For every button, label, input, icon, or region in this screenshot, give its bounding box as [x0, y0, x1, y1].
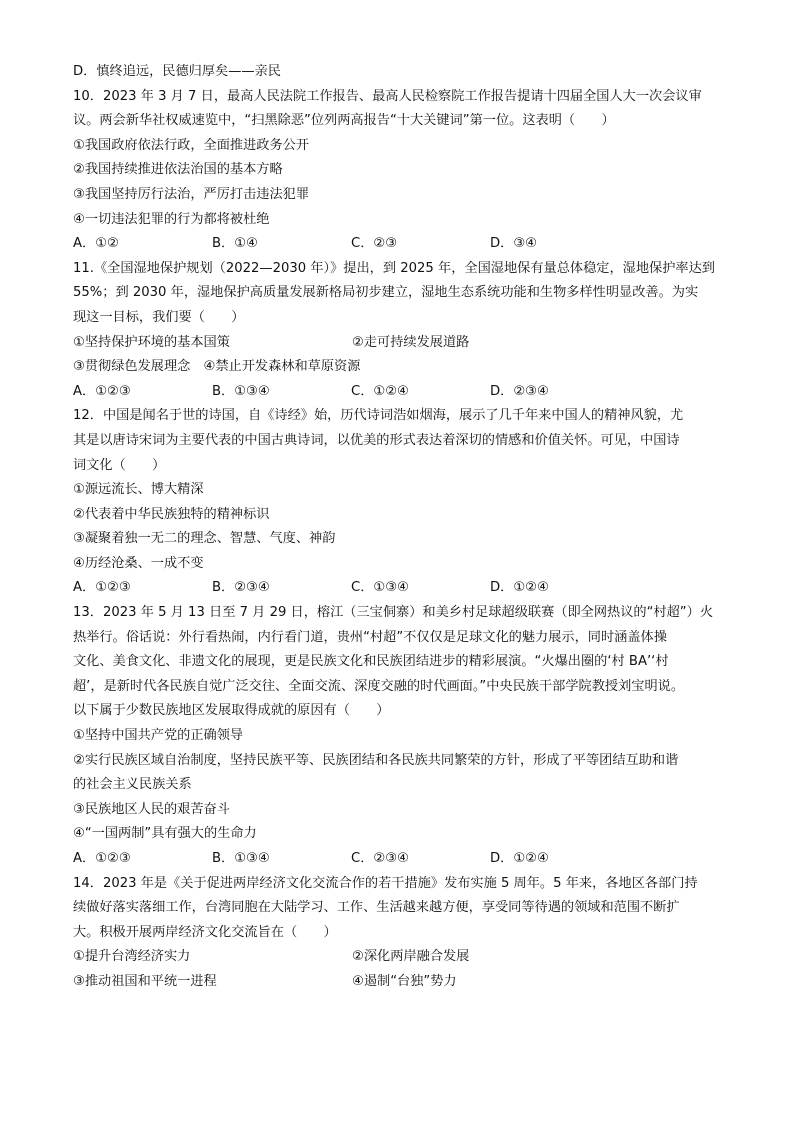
q12-option-b[interactable]: B．②③④ [212, 580, 270, 596]
q14-statements-row-1 [73, 945, 733, 970]
q10-option-d[interactable]: D．③④ [490, 236, 537, 252]
q11-statements-row-1 [73, 331, 733, 356]
q13-stem-line-5: 以下属于少数民族地区发展取得成就的原因有（ ） [73, 703, 390, 719]
q14-statement-4: ④遏制“台独”势力 [352, 973, 457, 989]
q12-stem-line-1: 12．中国是闻名于世的诗国，自《诗经》始，历代诗词浩如烟海，展示了几千年来中国人的精神风貌，尤 [73, 408, 684, 424]
q10-statement-4: ④一切违法犯罪的行为都将被杜绝 [73, 211, 270, 227]
question-10 [73, 85, 733, 257]
q11-stem-line-3: 现这一目标，我们要（ ） [73, 309, 245, 325]
q11-option-c[interactable]: C．①②④ [351, 383, 409, 399]
q13-option-d[interactable]: D．①②④ [490, 851, 549, 866]
q14-stem-line-3: 大。积极开展两岸经济文化交流旨在（ ） [73, 924, 337, 940]
q13-statement-1: ①坚持中国共产党的正确领导 [73, 728, 244, 744]
q10-stem-line-1: 10．2023 年 3 月 7 日，最高人民法院工作报告、最高人民检察院工作报告提请十四届全国人大一次会议审 [73, 88, 702, 104]
question-content [73, 60, 733, 995]
q10-statement-3: ③我国坚持厉行法治，严厉打击违法犯罪 [73, 186, 310, 202]
q13-statement-2: ②实行民族区域自治制度，坚持民族平等、民族团结和各民族共同繁荣的方针，形成了平等团结互助和谐 [73, 752, 679, 768]
q14-statements-row-2 [73, 970, 733, 995]
q13-stem-line-4: 超’，是新时代各民族自觉广泛交往、全面交流、深度交融的时代画面。”中央民族干部学院教授刘宝明说。 [73, 678, 685, 694]
q11-option-b[interactable]: B．①③④ [212, 383, 270, 399]
q10-option-c[interactable]: C．②③ [351, 236, 398, 252]
q10-options [73, 232, 733, 257]
q12-option-c[interactable]: C．①③④ [351, 580, 409, 596]
question-11 [73, 257, 733, 405]
q10-option-b[interactable]: B．①④ [212, 236, 258, 252]
q13-stem-line-3: 文化、美食文化、非遗文化的展现，更是民族文化和民族团结进步的精彩展演。“火爆出圈的‘村 BA’‘村 [73, 654, 669, 670]
q11-statements-row-2: ③贯彻绿色发展理念 ④禁止开发森林和草原资源 [73, 359, 361, 375]
q12-statement-4: ④历经沧桑、一成不变 [73, 555, 204, 571]
q12-options [73, 576, 733, 601]
q13-statement-3: ③民族地区人民的艰苦奋斗 [73, 801, 230, 817]
q13-statement-2-cont: 的社会主义民族关系 [73, 777, 192, 793]
question-14 [73, 872, 733, 995]
question-12 [73, 404, 733, 601]
q12-statement-2: ②代表着中华民族独特的精神标识 [73, 506, 270, 522]
q11-statement-2: ②走可持续发展道路 [352, 334, 470, 350]
question-13 [73, 601, 733, 872]
q10-stem-line-2: 议。两会新华社权威速览中，“扫黑除恶”位列两高报告“十大关键词”第一位。这表明（ ） [73, 113, 615, 129]
q13-stem-line-1: 13．2023 年 5 月 13 日至 7 月 29 日，榕江（三宝侗寨）和美乡村足球超级联赛（即全网热议的“村超”）火 [73, 605, 714, 621]
q13-option-c[interactable]: C．②③④ [351, 851, 409, 866]
q14-stem-line-2: 续做好落实落细工作，台湾同胞在大陆学习、工作、生活越来越方便，享受同等待遇的领域和范围不断扩 [73, 900, 680, 916]
q11-stem-line-2: 55%；到 2030 年，湿地保护高质量发展新格局初步建立，湿地生态系统功能和生物多样性明显改善。为实 [73, 285, 699, 301]
q12-statement-1: ①源远流长、博大精深 [73, 482, 204, 498]
q11-stem-line-1: 11.《全国湿地保护规划（2022—2030 年）》提出，到 2025 年，全国湿地保有量总体稳定，湿地保护率达到 [73, 260, 715, 276]
q12-statement-3: ③凝聚着独一无二的理念、智慧、气度、神韵 [73, 531, 336, 547]
q14-statement-1: ①提升台湾经济实力 [73, 949, 191, 965]
q14-statement-3: ③推动祖国和平统一进程 [73, 973, 217, 989]
q11-options [73, 380, 733, 405]
q13-option-a[interactable]: A．①②③ [73, 851, 131, 866]
q13-statement-4: ④“一国两制”具有强大的生命力 [73, 826, 257, 842]
q10-statement-1: ①我国政府依法行政，全面推进政务公开 [73, 137, 310, 153]
q12-option-a[interactable]: A．①②③ [73, 580, 131, 596]
q14-stem-line-1: 14．2023 年是《关于促进两岸经济文化交流合作的若干措施》发布实施 5 周年。5 年来，各地区各部门持 [73, 875, 698, 891]
q11-option-a[interactable]: A．①②③ [73, 383, 131, 399]
q9-option-d: D．慎终追远，民德归厚矣——亲民 [73, 64, 281, 79]
q13-options [73, 847, 733, 872]
q13-option-b[interactable]: B．①③④ [212, 851, 270, 866]
q11-statement-1: ①坚持保护环境的基本国策 [73, 334, 230, 350]
q12-option-d[interactable]: D．①②④ [490, 580, 549, 596]
q13-stem-line-2: 热举行。俗话说：外行看热闹，内行看门道，贵州“村超”不仅仅是足球文化的魅力展示，同时涵盖体操 [73, 629, 667, 645]
q10-statement-2: ②我国持续推进依法治国的基本方略 [73, 162, 283, 178]
q12-stem-line-2: 其是以唐诗宋词为主要代表的中国古典诗词，以优美的形式表达着深切的情感和价值关怀。可见，中国诗 [73, 432, 680, 448]
q14-statement-2: ②深化两岸融合发展 [352, 949, 470, 965]
q12-stem-line-3: 词文化（ ） [73, 457, 166, 473]
q10-option-a[interactable]: A．①② [73, 236, 119, 252]
q11-option-d[interactable]: D．②③④ [490, 383, 549, 399]
